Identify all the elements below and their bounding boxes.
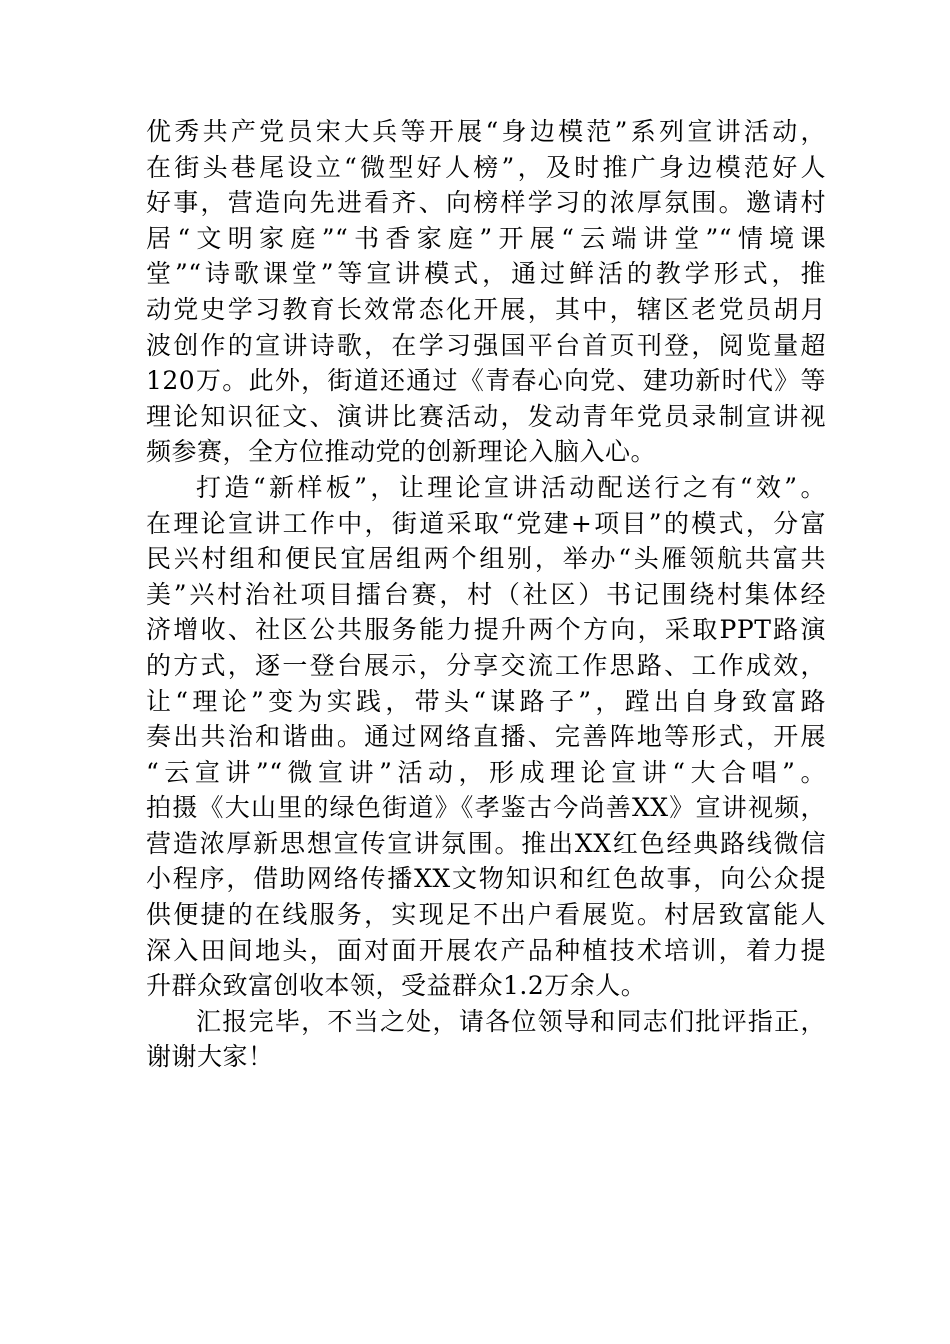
text-line: 好事，营造向先进看齐、向榜样学习的浓厚氛围。邀请村 bbox=[146, 188, 826, 218]
paragraph-2 bbox=[146, 470, 826, 1004]
text-line: 拍摄《大山里的绿色街道》《孝鉴古今尚善XX》宣讲视频， bbox=[146, 793, 826, 823]
text-line: 汇报完毕，不当之处，请各位领导和同志们批评指正， bbox=[196, 1006, 826, 1036]
text-line: 济增收、社区公共服务能力提升两个方向，采取PPT路演 bbox=[146, 615, 826, 645]
text-line: 奏出共治和谐曲。通过网络直播、完善阵地等形式，开展 bbox=[146, 722, 826, 752]
text-line: 民兴村组和便民宜居组两个组别，举办“头雁领航共富共 bbox=[146, 544, 826, 574]
paragraph-1 bbox=[146, 114, 826, 470]
text-line: 动党史学习教育长效常态化开展，其中，辖区老党员胡月 bbox=[146, 294, 826, 324]
text-line: 升群众致富创收本领，受益群众1.2万余人。 bbox=[146, 971, 647, 1001]
document-body bbox=[146, 114, 826, 1075]
text-line: 居“文明家庭”“书香家庭”开展“云端讲堂”“情境课 bbox=[146, 223, 826, 253]
paragraph-3 bbox=[146, 1004, 826, 1075]
text-line: 在街头巷尾设立“微型好人榜”，及时推广身边模范好人 bbox=[146, 152, 826, 182]
text-line: 小程序，借助网络传播XX文物知识和红色故事，向公众提 bbox=[146, 864, 826, 894]
text-line: 的方式，逐一登台展示，分享交流工作思路、工作成效， bbox=[146, 650, 826, 680]
text-line: 频参赛，全方位推动党的创新理论入脑入心。 bbox=[146, 437, 657, 467]
text-line: 让“理论”变为实践，带头“谋路子”，蹚出自身致富路 bbox=[146, 686, 826, 716]
text-line: 谢谢大家！ bbox=[146, 1042, 274, 1072]
text-line: 在理论宣讲工作中，街道采取“党建+项目”的模式，分富 bbox=[146, 508, 826, 538]
text-line: 深入田间地头，面对面开展农产品种植技术培训，着力提 bbox=[146, 935, 826, 965]
text-line: 供便捷的在线服务，实现足不出户看展览。村居致富能人 bbox=[146, 900, 826, 930]
text-line: 美”兴村治社项目擂台赛，村（社区）书记围绕村集体经 bbox=[146, 579, 826, 609]
text-line: 营造浓厚新思想宣传宣讲氛围。推出XX红色经典路线微信 bbox=[146, 828, 826, 858]
text-line: 优秀共产党员宋大兵等开展“身边模范”系列宣讲活动， bbox=[146, 117, 826, 146]
text-line: 理论知识征文、演讲比赛活动，发动青年党员录制宣讲视 bbox=[146, 401, 826, 431]
text-line: 波创作的宣讲诗歌，在学习强国平台首页刊登，阅览量超 bbox=[146, 330, 826, 360]
text-line: 120万。此外，街道还通过《青春心向党、建功新时代》等 bbox=[146, 366, 826, 396]
text-line: “云宣讲”“微宣讲”活动，形成理论宣讲“大合唱”。 bbox=[146, 757, 826, 787]
text-line: 堂”“诗歌课堂”等宣讲模式，通过鲜活的教学形式，推 bbox=[146, 259, 826, 289]
text-line: 打造“新样板”，让理论宣讲活动配送行之有“效”。 bbox=[196, 472, 826, 502]
